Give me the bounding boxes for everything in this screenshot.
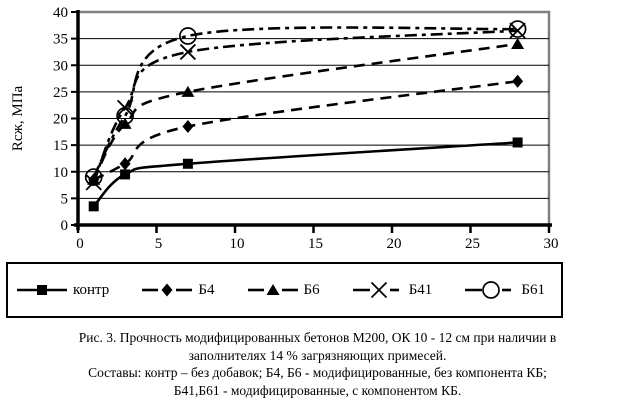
legend-marker (37, 285, 47, 295)
y-tick-label: 25 (53, 84, 68, 101)
x-tick-label: 0 (76, 236, 84, 252)
legend-marker (266, 284, 279, 295)
series-line-контр (94, 142, 518, 206)
y-axis-title: Rсж, МПа (10, 85, 26, 152)
legend-item-b4 (141, 281, 214, 299)
y-tick-label: 5 (60, 191, 68, 208)
caption-line-2: заполнителях 14 % загрязняющих примесей. (188, 347, 447, 363)
x-tick-label: 5 (154, 236, 163, 252)
legend-label-b41: Б41 (408, 281, 433, 298)
series-marker-контр (120, 169, 130, 179)
series-marker-Б4 (182, 120, 193, 133)
series-marker-контр (513, 137, 523, 147)
legend-label-kontr: контр (73, 281, 110, 298)
series-line-Б4 (94, 81, 518, 180)
x-tick-label: 30 (543, 236, 559, 252)
y-tick-label: 30 (53, 58, 68, 75)
legend-sample-kontr (16, 281, 68, 299)
legend-item-b61 (464, 281, 545, 299)
legend-sample-b6 (247, 281, 299, 299)
x-tick-label: 10 (229, 236, 245, 252)
legend-label-b6: Б6 (303, 281, 320, 298)
series-marker-Б6 (511, 38, 524, 49)
series-marker-контр (183, 159, 193, 169)
y-tick-label: 15 (53, 138, 68, 155)
x-tick-label: 15 (308, 236, 323, 252)
legend-box (6, 262, 563, 318)
caption-line-4: Б41,Б61 - модифицированные, с компонентом КБ. (173, 382, 462, 398)
y-tick-label: 35 (53, 31, 68, 48)
legend-item-b41 (352, 281, 433, 299)
series-marker-контр (89, 201, 99, 211)
y-tick-label: 20 (53, 111, 68, 128)
y-tick-label: 40 (53, 5, 68, 21)
legend-label-b61: Б61 (521, 281, 545, 298)
legend-marker (162, 284, 173, 297)
caption-line-1: Рис. 3. Прочность модифицированных бетонов М200, ОК 10 - 12 см при наличии в (78, 330, 557, 345)
y-tick-label: 0 (60, 218, 68, 234)
x-tick-label: 25 (465, 236, 480, 252)
series-marker-Б4 (512, 75, 523, 88)
legend-item-kontr (16, 281, 109, 299)
x-tick-label: 20 (386, 236, 402, 252)
legend-sample-b61 (464, 281, 516, 299)
legend-sample-b4 (141, 281, 193, 299)
legend-marker (483, 282, 499, 298)
y-tick-label: 10 (53, 164, 68, 181)
figure-caption (0, 329, 635, 399)
legend-sample-b41 (352, 281, 404, 299)
legend-label-b4: Б4 (198, 281, 215, 298)
legend-item-b6 (247, 281, 320, 299)
series-line-Б6 (94, 44, 518, 180)
caption-line-3: Составы: контр – без добавок; Б4, Б6 - модифицированные, без компонента КБ; (88, 365, 547, 380)
